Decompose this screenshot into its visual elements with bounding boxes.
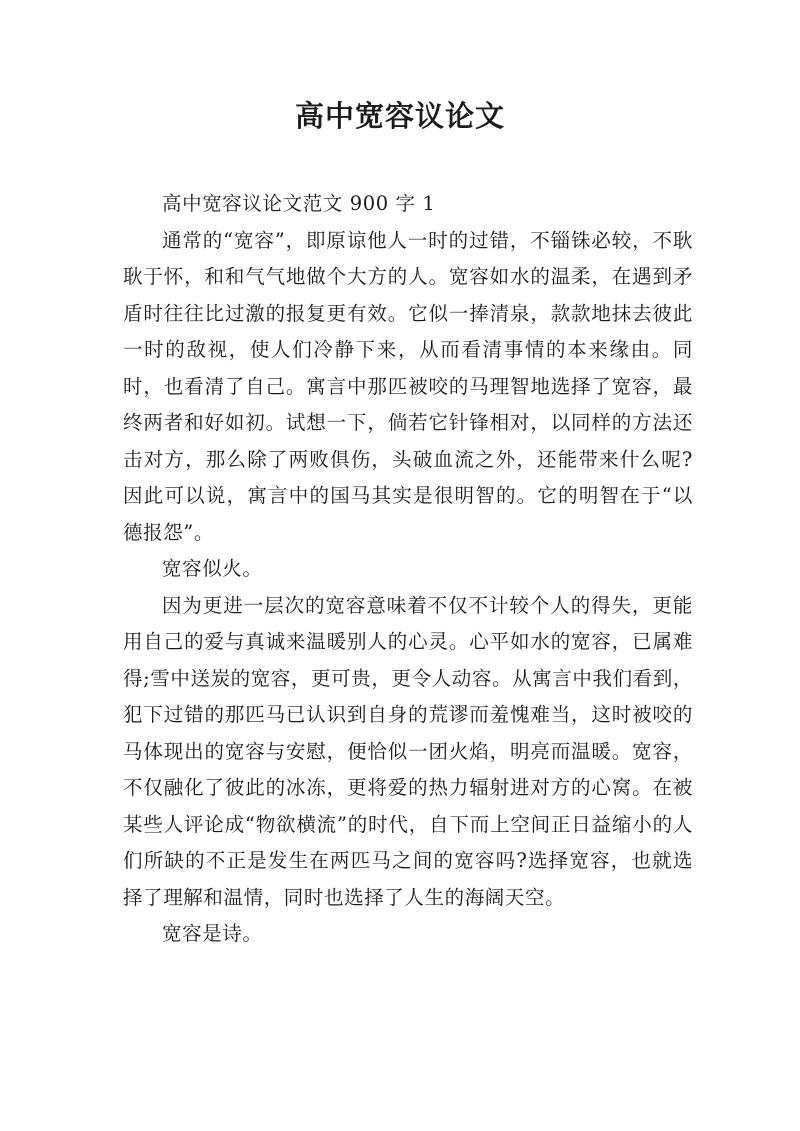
document-body bbox=[123, 186, 693, 953]
document-subtitle: 高中宽容议论文范文 900 字 1 bbox=[162, 192, 436, 215]
paragraph: 宽容是诗。 bbox=[162, 922, 263, 945]
paragraph: 因为更进一层次的宽容意味着不仅不计较个人的得失，更能用自己的爱与真诚来温暖别人的心灵。心平如水的宽容，已属难得;雪中送炭的宽容，更可贵，更令人动容。从寓言中我们看到，犯下过错的那匹马已认识到自身的荒谬而羞愧难当，这时被咬的马体现出的宽容与安慰，便恰似一团火焰，明亮而温暖。宽容，不仅融化了彼此的冰冻，更将爱的热力辐射进对方的心窝。在被某些人评论成“物欲横流”的时代，自下而上空间正日益缩小的人们所缺的不正是发生在两匹马之间的宽容吗?选择宽容，也就选择了理解和温情，同时也选择了人生的海阔天空。 bbox=[123, 593, 693, 909]
paragraph: 通常的“宽容”，即原谅他人一时的过错，不锱铢必较，不耿耿于怀，和和气气地做个大方的人。宽容如水的温柔，在遇到矛盾时往往比过激的报复更有效。它似一捧清泉，款款地抹去彼此一时的敌视，使人们冷静下来，从而看清事情的本来缘由。同时，也看清了自己。寓言中那匹被咬的马理智地选择了宽容，最终两者和好如初。试想一下，倘若它针锋相对，以同样的方法还击对方，那么除了两败俱伤，头破血流之外，还能带来什么呢?因此可以说，寓言中的国马其实是很明智的。它的明智在于“以德报怨”。 bbox=[123, 228, 693, 544]
document-title: 高中宽容议论文 bbox=[294, 99, 505, 133]
paragraph: 宽容似火。 bbox=[162, 557, 263, 580]
